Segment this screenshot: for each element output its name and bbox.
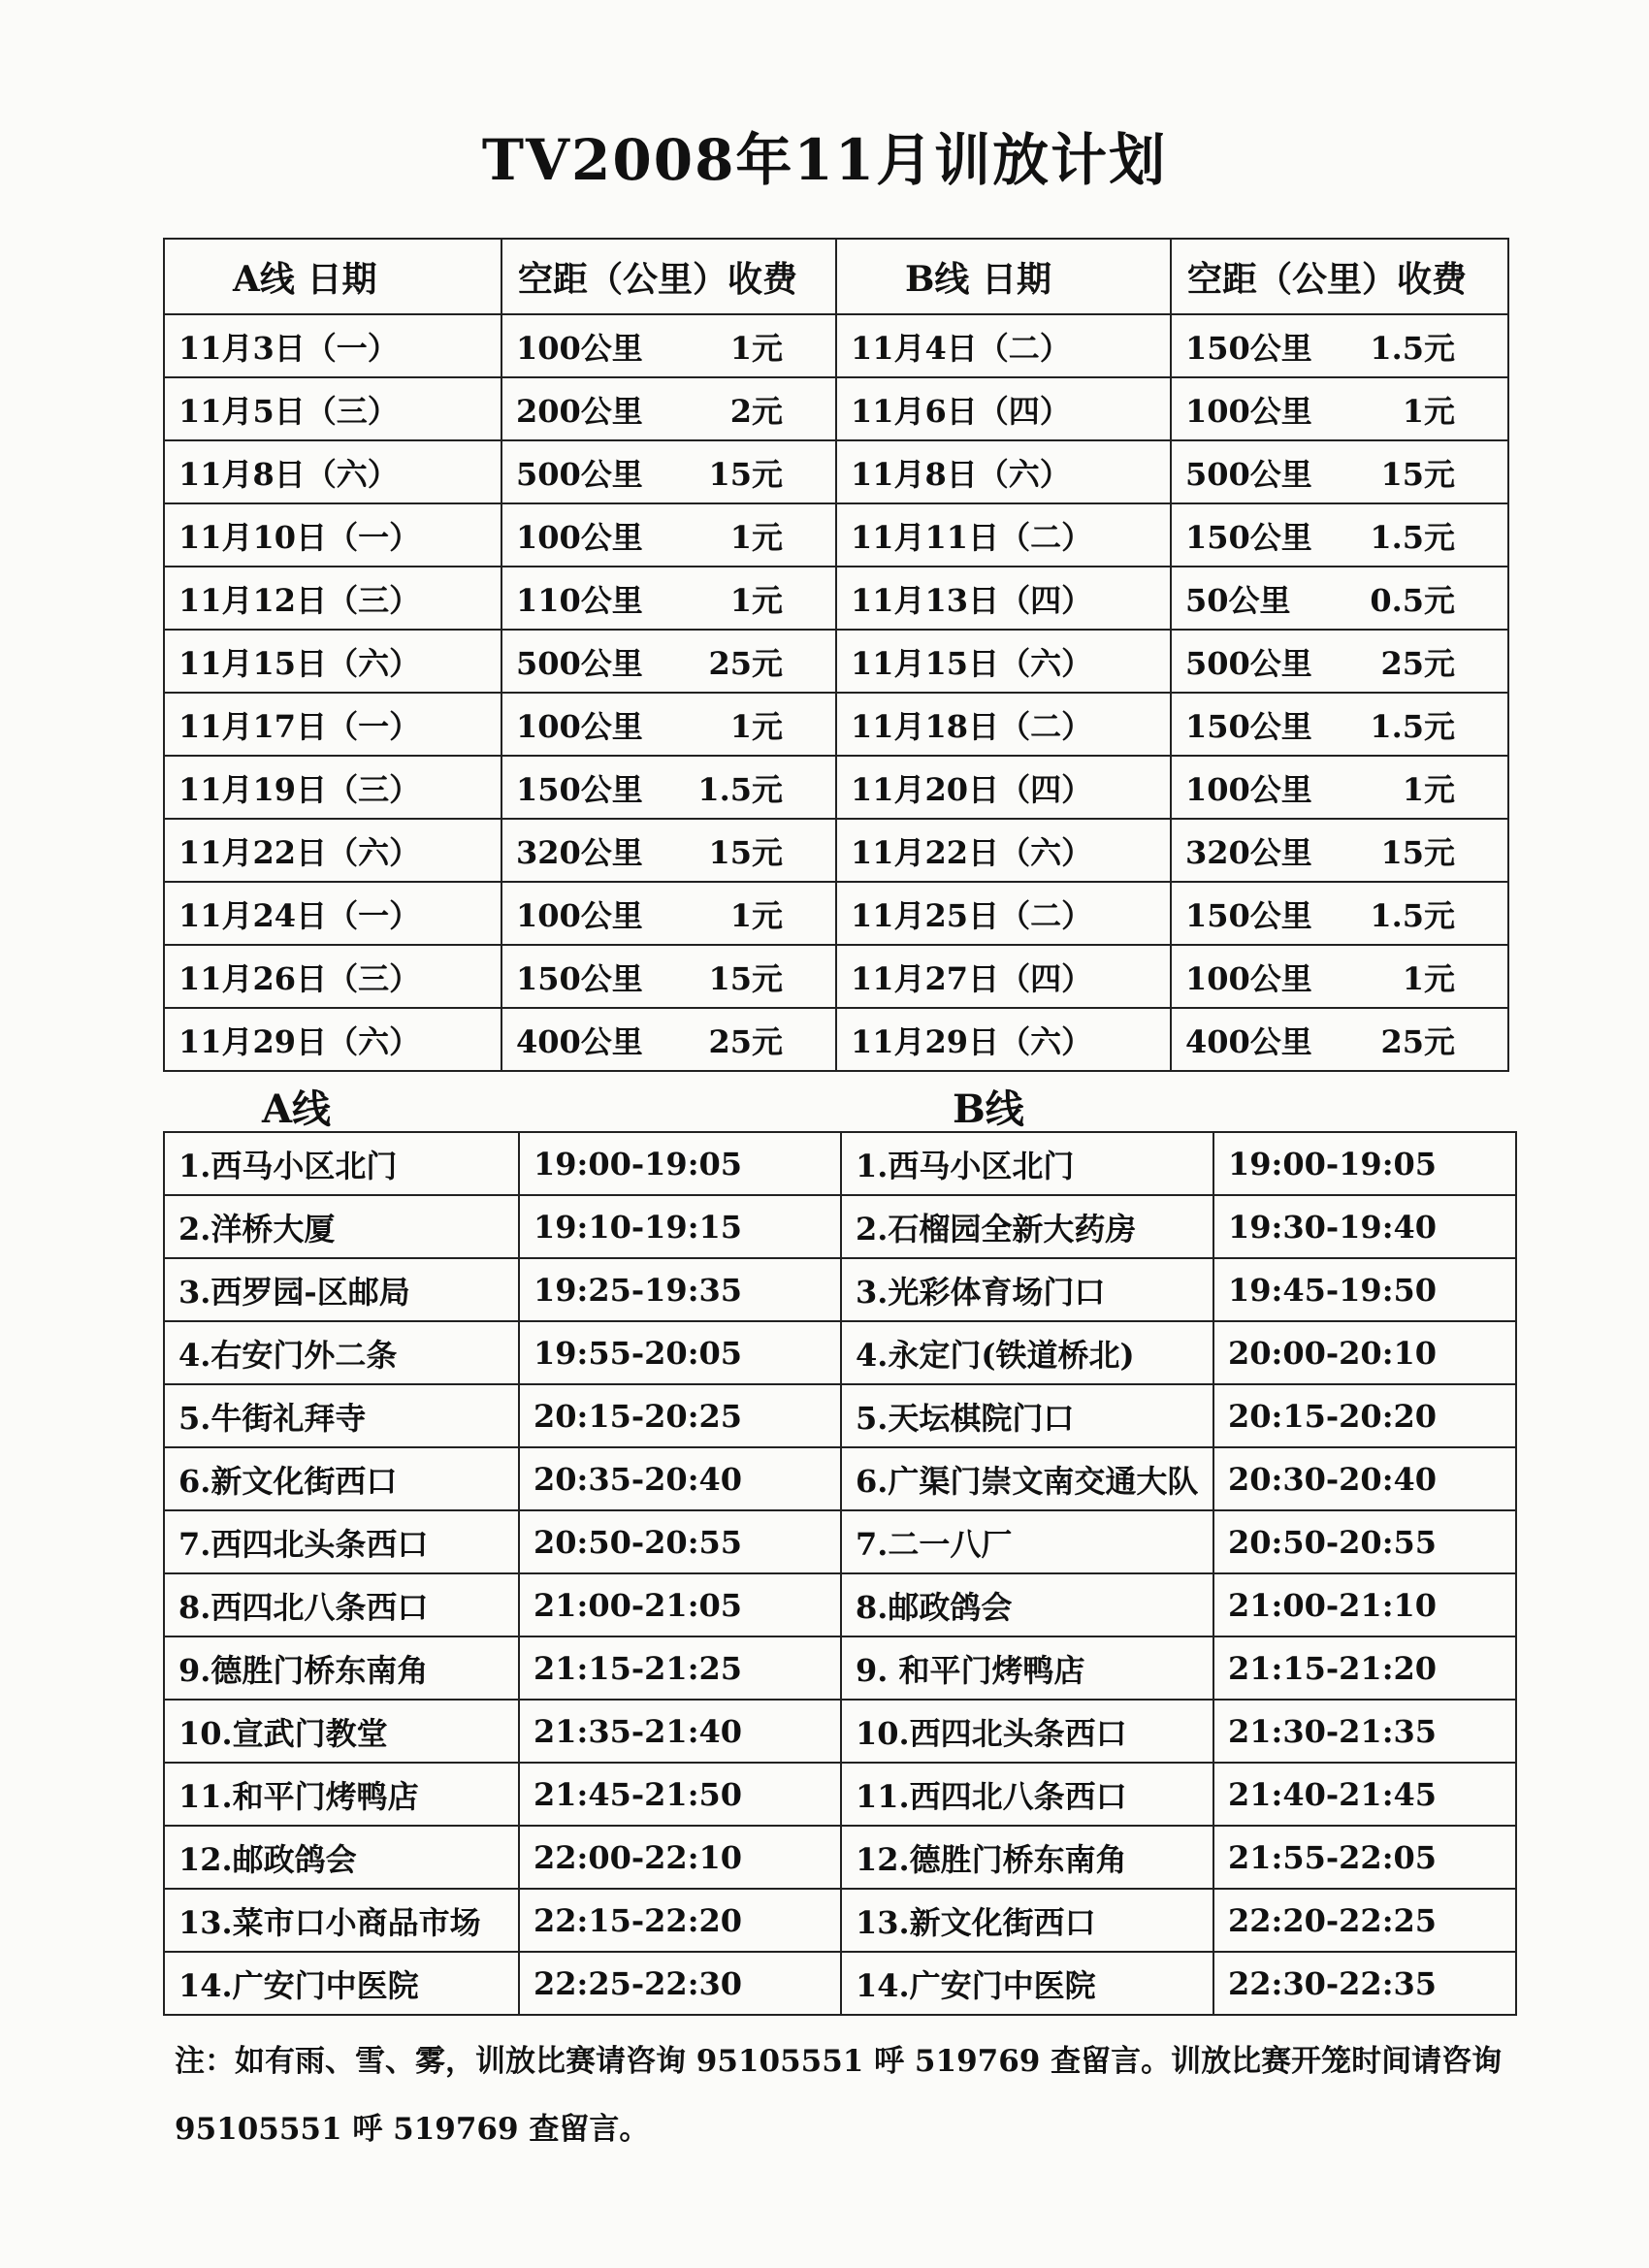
route-row	[164, 1132, 1516, 1195]
b-fee: 1.5元	[1370, 707, 1455, 745]
a-distance: 100公里	[516, 707, 643, 745]
route-a-label: A线	[262, 1086, 332, 1132]
b-fee: 1.5元	[1370, 518, 1455, 556]
route-row	[164, 1826, 1516, 1889]
a-time: 20:50-20:55	[519, 1510, 841, 1573]
a-date-cell	[164, 314, 501, 377]
b-fee: 25元	[1380, 644, 1455, 682]
a-time: 20:15-20:25	[519, 1384, 841, 1447]
a-time: 19:55-20:05	[519, 1321, 841, 1384]
training-schedule-table	[163, 238, 1509, 1072]
b-stop: 13.新文化街西口	[841, 1889, 1213, 1952]
schedule-row	[164, 819, 1508, 882]
a-date-cell	[164, 567, 501, 630]
schedule-row	[164, 1008, 1508, 1071]
a-time: 22:25-22:30	[519, 1952, 841, 2015]
a-date-cell	[164, 630, 501, 693]
a-fee: 25元	[708, 1022, 783, 1060]
a-fee: 15元	[708, 833, 783, 871]
a-distance-fee-cell	[501, 756, 836, 819]
schedule-row	[164, 945, 1508, 1008]
b-stop: 5.天坛棋院门口	[841, 1384, 1213, 1447]
b-date-cell	[836, 314, 1171, 377]
schedule-row	[164, 440, 1508, 503]
b-date: 11月22日（六）	[851, 833, 1093, 871]
b-time: 20:00-20:10	[1213, 1321, 1516, 1384]
b-fee: 1元	[1402, 392, 1455, 430]
b-distance-fee-cell	[1171, 314, 1508, 377]
a-stop: 5.牛街礼拜寺	[164, 1384, 519, 1447]
a-stop: 11.和平门烤鸭店	[164, 1763, 519, 1826]
b-date: 11月13日（四）	[851, 581, 1093, 619]
b-date: 11月29日（六）	[851, 1022, 1093, 1060]
b-time: 21:40-21:45	[1213, 1763, 1516, 1826]
header-a-date: A线 日期	[164, 239, 501, 314]
b-distance: 100公里	[1185, 770, 1312, 808]
a-date: 11月10日（一）	[178, 518, 421, 556]
b-time: 21:00-21:10	[1213, 1573, 1516, 1636]
a-stop: 9.德胜门桥东南角	[164, 1636, 519, 1700]
a-fee: 1元	[729, 329, 783, 367]
a-distance-fee-cell	[501, 945, 836, 1008]
b-time: 21:30-21:35	[1213, 1700, 1516, 1763]
a-fee: 1元	[729, 896, 783, 934]
b-distance-fee-cell	[1171, 440, 1508, 503]
a-date: 11月22日（六）	[178, 833, 421, 871]
b-date-cell	[836, 882, 1171, 945]
a-distance: 200公里	[516, 392, 643, 430]
b-time: 22:30-22:35	[1213, 1952, 1516, 2015]
a-stop: 8.西四北八条西口	[164, 1573, 519, 1636]
schedule-header-row	[164, 239, 1508, 314]
a-fee: 15元	[708, 455, 783, 493]
a-distance: 110公里	[516, 581, 643, 619]
a-stop: 13.菜市口小商品市场	[164, 1889, 519, 1952]
b-date: 11月25日（二）	[851, 896, 1093, 934]
schedule-row	[164, 756, 1508, 819]
b-stop: 7.二一八厂	[841, 1510, 1213, 1573]
a-fee: 1元	[729, 707, 783, 745]
b-distance: 100公里	[1185, 392, 1312, 430]
a-date-cell	[164, 440, 501, 503]
a-distance: 100公里	[516, 329, 643, 367]
b-time: 20:30-20:40	[1213, 1447, 1516, 1510]
a-date-cell	[164, 377, 501, 440]
a-time: 19:10-19:15	[519, 1195, 841, 1258]
b-time: 21:55-22:05	[1213, 1826, 1516, 1889]
b-fee: 25元	[1380, 1022, 1455, 1060]
a-distance: 400公里	[516, 1022, 643, 1060]
b-fee: 15元	[1380, 833, 1455, 871]
b-date: 11月4日（二）	[851, 329, 1071, 367]
a-date: 11月12日（三）	[178, 581, 421, 619]
b-stop: 2.石榴园全新大药房	[841, 1195, 1213, 1258]
a-time: 22:00-22:10	[519, 1826, 841, 1889]
b-distance-fee-cell	[1171, 945, 1508, 1008]
a-distance-fee-cell	[501, 314, 836, 377]
a-distance-fee-cell	[501, 377, 836, 440]
b-date-cell	[836, 1008, 1171, 1071]
b-distance: 150公里	[1185, 707, 1312, 745]
b-time: 22:20-22:25	[1213, 1889, 1516, 1952]
a-time: 19:00-19:05	[519, 1132, 841, 1195]
a-distance-fee-cell	[501, 503, 836, 567]
b-fee: 1.5元	[1370, 329, 1455, 367]
schedule-row	[164, 882, 1508, 945]
a-date: 11月26日（三）	[178, 959, 421, 997]
b-distance: 150公里	[1185, 896, 1312, 934]
a-distance-fee-cell	[501, 1008, 836, 1071]
note-line-2: 95105551 呼 519769 查留言。	[175, 2112, 650, 2147]
a-fee: 1元	[729, 581, 783, 619]
header-b-distance-fee: 空距（公里）收费	[1171, 239, 1508, 314]
a-distance-fee-cell	[501, 819, 836, 882]
a-time: 20:35-20:40	[519, 1447, 841, 1510]
route-row	[164, 1700, 1516, 1763]
b-stop: 14.广安门中医院	[841, 1952, 1213, 2015]
route-row	[164, 1321, 1516, 1384]
b-date-cell	[836, 819, 1171, 882]
b-time: 20:15-20:20	[1213, 1384, 1516, 1447]
route-row	[164, 1510, 1516, 1573]
route-row	[164, 1195, 1516, 1258]
b-fee: 1.5元	[1370, 896, 1455, 934]
route-row	[164, 1889, 1516, 1952]
a-date: 11月24日（一）	[178, 896, 421, 934]
b-distance-fee-cell	[1171, 693, 1508, 756]
b-distance: 500公里	[1185, 455, 1312, 493]
note-line-1: 注：如有雨、雪、雾，训放比赛请咨询 95105551 呼 519769 查留言。训放比赛开笼时间请咨询	[175, 2044, 1503, 2079]
a-fee: 15元	[708, 959, 783, 997]
a-date-cell	[164, 503, 501, 567]
b-date-cell	[836, 693, 1171, 756]
b-fee: 15元	[1380, 455, 1455, 493]
a-distance: 150公里	[516, 959, 643, 997]
b-fee: 0.5元	[1370, 581, 1455, 619]
a-fee: 25元	[708, 644, 783, 682]
b-stop: 1.西马小区北门	[841, 1132, 1213, 1195]
b-time: 21:15-21:20	[1213, 1636, 1516, 1700]
a-date: 11月19日（三）	[178, 770, 421, 808]
b-distance-fee-cell	[1171, 630, 1508, 693]
b-distance: 150公里	[1185, 329, 1312, 367]
a-stop: 3.西罗园-区邮局	[164, 1258, 519, 1321]
a-date-cell	[164, 693, 501, 756]
b-distance-fee-cell	[1171, 756, 1508, 819]
b-date-cell	[836, 567, 1171, 630]
b-date: 11月6日（四）	[851, 392, 1071, 430]
a-stop: 7.西四北头条西口	[164, 1510, 519, 1573]
b-date: 11月27日（四）	[851, 959, 1093, 997]
note	[175, 2027, 1533, 2163]
b-date: 11月20日（四）	[851, 770, 1093, 808]
a-stop: 12.邮政鸽会	[164, 1826, 519, 1889]
a-distance-fee-cell	[501, 630, 836, 693]
a-fee: 1.5元	[697, 770, 783, 808]
b-distance-fee-cell	[1171, 377, 1508, 440]
b-time: 19:30-19:40	[1213, 1195, 1516, 1258]
a-time: 22:15-22:20	[519, 1889, 841, 1952]
schedule-row	[164, 567, 1508, 630]
b-fee: 1元	[1402, 770, 1455, 808]
a-distance: 500公里	[516, 644, 643, 682]
a-distance: 100公里	[516, 518, 643, 556]
a-stop: 2.洋桥大厦	[164, 1195, 519, 1258]
b-stop: 6.广渠门崇文南交通大队	[841, 1447, 1213, 1510]
a-distance: 320公里	[516, 833, 643, 871]
a-time: 21:15-21:25	[519, 1636, 841, 1700]
b-time: 20:50-20:55	[1213, 1510, 1516, 1573]
b-date: 11月15日（六）	[851, 644, 1093, 682]
a-fee: 1元	[729, 518, 783, 556]
b-distance: 400公里	[1185, 1022, 1312, 1060]
b-distance: 320公里	[1185, 833, 1312, 871]
b-stop: 11.西四北八条西口	[841, 1763, 1213, 1826]
b-date-cell	[836, 503, 1171, 567]
b-date-cell	[836, 630, 1171, 693]
page-title: TV2008年11月训放计划	[481, 127, 1168, 193]
a-date: 11月5日（三）	[178, 392, 399, 430]
route-table	[163, 1131, 1517, 2016]
b-fee: 1元	[1402, 959, 1455, 997]
a-date: 11月8日（六）	[178, 455, 399, 493]
a-date: 11月3日（一）	[178, 329, 399, 367]
a-date: 11月17日（一）	[178, 707, 421, 745]
b-stop: 9. 和平门烤鸭店	[841, 1636, 1213, 1700]
route-row	[164, 1384, 1516, 1447]
a-stop: 10.宣武门教堂	[164, 1700, 519, 1763]
a-date: 11月29日（六）	[178, 1022, 421, 1060]
b-distance-fee-cell	[1171, 819, 1508, 882]
route-row	[164, 1258, 1516, 1321]
b-time: 19:00-19:05	[1213, 1132, 1516, 1195]
b-distance: 100公里	[1185, 959, 1312, 997]
a-distance: 500公里	[516, 455, 643, 493]
route-row	[164, 1763, 1516, 1826]
b-time: 19:45-19:50	[1213, 1258, 1516, 1321]
a-distance: 100公里	[516, 896, 643, 934]
route-row	[164, 1447, 1516, 1510]
b-distance: 50公里	[1185, 581, 1291, 619]
b-stop: 12.德胜门桥东南角	[841, 1826, 1213, 1889]
a-fee: 2元	[729, 392, 783, 430]
b-date: 11月18日（二）	[851, 707, 1093, 745]
a-stop: 4.右安门外二条	[164, 1321, 519, 1384]
b-stop: 4.永定门(铁道桥北)	[841, 1321, 1213, 1384]
b-distance-fee-cell	[1171, 1008, 1508, 1071]
a-date-cell	[164, 1008, 501, 1071]
b-date-cell	[836, 756, 1171, 819]
b-date-cell	[836, 945, 1171, 1008]
b-date: 11月8日（六）	[851, 455, 1071, 493]
schedule-row	[164, 314, 1508, 377]
a-distance-fee-cell	[501, 567, 836, 630]
a-distance: 150公里	[516, 770, 643, 808]
a-time: 21:00-21:05	[519, 1573, 841, 1636]
schedule-row	[164, 693, 1508, 756]
b-stop: 8.邮政鸽会	[841, 1573, 1213, 1636]
route-row	[164, 1952, 1516, 2015]
b-distance-fee-cell	[1171, 503, 1508, 567]
b-date: 11月11日（二）	[851, 518, 1093, 556]
a-date: 11月15日（六）	[178, 644, 421, 682]
a-time: 19:25-19:35	[519, 1258, 841, 1321]
b-distance: 150公里	[1185, 518, 1312, 556]
b-distance: 500公里	[1185, 644, 1312, 682]
a-distance-fee-cell	[501, 693, 836, 756]
b-stop: 3.光彩体育场门口	[841, 1258, 1213, 1321]
a-date-cell	[164, 819, 501, 882]
schedule-row	[164, 630, 1508, 693]
a-time: 21:45-21:50	[519, 1763, 841, 1826]
schedule-row	[164, 377, 1508, 440]
route-row	[164, 1573, 1516, 1636]
route-row	[164, 1636, 1516, 1700]
b-distance-fee-cell	[1171, 882, 1508, 945]
b-date-cell	[836, 440, 1171, 503]
header-a-distance-fee: 空距（公里）收费	[501, 239, 836, 314]
a-date-cell	[164, 882, 501, 945]
a-stop: 14.广安门中医院	[164, 1952, 519, 2015]
route-b-label: B线	[953, 1086, 1024, 1132]
a-distance-fee-cell	[501, 440, 836, 503]
a-date-cell	[164, 756, 501, 819]
a-date-cell	[164, 945, 501, 1008]
a-stop: 6.新文化街西口	[164, 1447, 519, 1510]
a-distance-fee-cell	[501, 882, 836, 945]
b-stop: 10.西四北头条西口	[841, 1700, 1213, 1763]
a-time: 21:35-21:40	[519, 1700, 841, 1763]
b-date-cell	[836, 377, 1171, 440]
a-stop: 1.西马小区北门	[164, 1132, 519, 1195]
schedule-row	[164, 503, 1508, 567]
b-distance-fee-cell	[1171, 567, 1508, 630]
header-b-date: B线 日期	[836, 239, 1171, 314]
